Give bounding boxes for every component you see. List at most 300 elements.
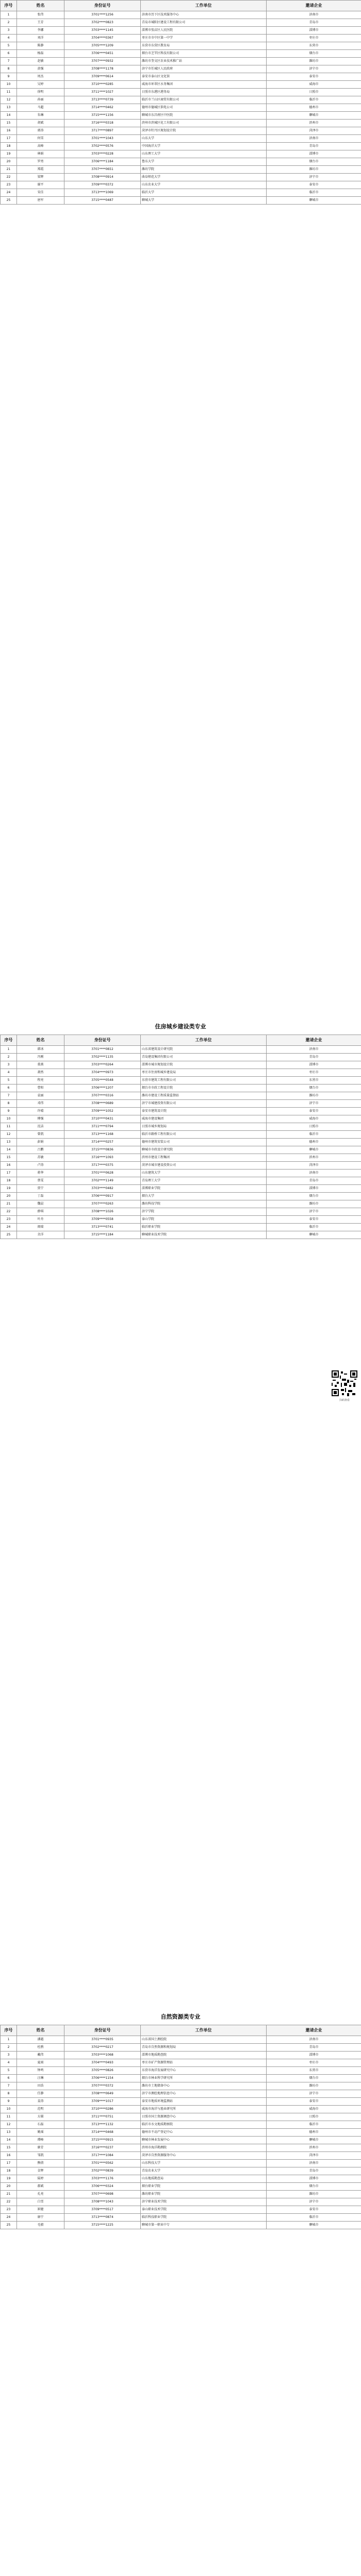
cell-name: 丁磊: [17, 1193, 64, 1200]
cell-no: 12: [1, 2121, 17, 2129]
cell-no: 6: [1, 50, 17, 58]
cell-id-no: 3715****0836: [64, 1146, 141, 1154]
cell-note: 临沂市: [267, 1224, 361, 1231]
table-row: [1, 1046, 361, 1054]
table-row: [1, 1069, 361, 1077]
cell-name: 萧然: [17, 1069, 64, 1077]
cell-note: 济宁市: [267, 1100, 361, 1108]
cell-id-no: 3703****1176: [64, 2175, 141, 2183]
table-row: [1, 1177, 361, 1185]
cell-work-unit: 威海市环翠区水务集团: [141, 81, 267, 89]
cell-no: 8: [1, 1100, 17, 1108]
cell-work-unit: 东营市海洋发展研究中心: [141, 2067, 267, 2075]
table-row: [1, 2075, 361, 2082]
cell-note: 泰安市: [267, 181, 361, 189]
cell-id-no: 3702****0823: [64, 19, 141, 27]
cell-note: 威海市: [267, 1115, 361, 1123]
cell-work-unit: 鲁东大学: [141, 158, 267, 166]
cell-note: 济宁市: [267, 174, 361, 181]
cell-id-no: 3701****1043: [64, 135, 141, 143]
cell-note: 济南市: [267, 1170, 361, 1177]
cell-name: 田浩: [17, 2082, 64, 2090]
cell-name: 叶舟: [17, 1216, 64, 1224]
cell-id-no: 3717****0375: [64, 1162, 141, 1170]
table-row: [1, 2129, 361, 2137]
cell-name: 罗勇: [17, 158, 64, 166]
cell-work-unit: 曲阜师范大学: [141, 174, 267, 181]
cell-note: 淄博市: [267, 27, 361, 35]
section-2: [0, 1019, 361, 1239]
cell-name: 李娜: [17, 27, 64, 35]
table-row: [1, 1115, 361, 1123]
table-row: [1, 2113, 361, 2121]
cell-no: 14: [1, 1146, 17, 1154]
cell-note: 潍坊市: [267, 1200, 361, 1208]
cell-name: 潘越: [17, 2036, 64, 2044]
cell-work-unit: 聊城大学: [141, 197, 267, 205]
cell-note: 枣庄市: [267, 1069, 361, 1077]
cell-id-no: 3709****0558: [64, 1216, 141, 1224]
cell-id-no: 3707****0263: [64, 1200, 141, 1208]
cell-no: 24: [1, 1224, 17, 1231]
cell-no: 22: [1, 2198, 17, 2206]
cell-id-no: 3708****1026: [64, 1208, 141, 1216]
header-id-no: 身份证号: [64, 2025, 141, 2036]
cell-name: 谭峰: [17, 2137, 64, 2144]
cell-work-unit: 潍坊科技学院: [141, 1200, 267, 1208]
cell-id-no: 3715****0487: [64, 197, 141, 205]
table-row: [1, 2098, 361, 2106]
cell-id-no: 3701****0562: [64, 2160, 141, 2167]
cell-work-unit: 菏泽市城市建设投资公司: [141, 1162, 267, 1170]
cell-note: 济南市: [267, 11, 361, 19]
cell-id-no: 3716****0237: [64, 2144, 141, 2152]
cell-no: 11: [1, 1123, 17, 1131]
cell-name: 邹凯: [17, 2152, 64, 2160]
cell-name: 彭娟: [17, 1139, 64, 1146]
cell-work-unit: 德州市德城区供电公司: [141, 104, 267, 112]
table-row: [1, 2090, 361, 2098]
cell-note: 聊城市: [267, 2137, 361, 2144]
cell-work-unit: 山东建筑大学: [141, 1170, 267, 1177]
cell-id-no: 3715****1156: [64, 112, 141, 120]
cell-note: 淄博市: [267, 2175, 361, 2183]
cell-no: 3: [1, 1061, 17, 1069]
cell-no: 23: [1, 181, 17, 189]
cell-note: 泰安市: [267, 2098, 361, 2106]
table-row: [1, 2082, 361, 2090]
cell-name: 苏敏: [17, 1154, 64, 1162]
cell-no: 7: [1, 58, 17, 65]
cell-name: 何雪: [17, 135, 64, 143]
cell-note: 威海市: [267, 2106, 361, 2113]
cell-id-no: 3708****0649: [64, 2090, 141, 2098]
cell-id-no: 3717****0897: [64, 127, 141, 135]
cell-note: 临沂市: [267, 189, 361, 197]
cell-name: 刘洋: [17, 35, 64, 42]
cell-note: 东营市: [267, 1077, 361, 1084]
cell-note: 菏泽市: [267, 127, 361, 135]
cell-id-no: 3709****1017: [64, 2098, 141, 2106]
cell-id-no: 3713****1132: [64, 2121, 141, 2129]
cell-id-no: 3708****0914: [64, 174, 141, 181]
cell-work-unit: 滨州市滨城区化工有限公司: [141, 120, 267, 127]
cell-note: 东营市: [267, 2067, 361, 2075]
cell-no: 5: [1, 2067, 17, 2075]
cell-note: 烟台市: [267, 1084, 361, 1092]
cell-note: 潍坊市: [267, 58, 361, 65]
cell-no: 18: [1, 1177, 17, 1185]
cell-id-no: 3707****0932: [64, 58, 141, 65]
cell-name: 薛琪: [17, 1208, 64, 1216]
cell-name: 唐军: [17, 197, 64, 205]
cell-no: 14: [1, 112, 17, 120]
cell-work-unit: 烟台职业学院: [141, 2183, 267, 2191]
table-row: [1, 127, 361, 135]
cell-note: 淄博市: [267, 1185, 361, 1193]
cell-name: 曾凯: [17, 1131, 64, 1139]
table-row: [1, 2206, 361, 2214]
cell-id-no: 3702****1135: [64, 1054, 141, 1061]
cell-name: 熊倩: [17, 2160, 64, 2167]
table-header-row: [1, 1, 361, 11]
table-row: [1, 2121, 361, 2129]
cell-no: 5: [1, 1077, 17, 1084]
cell-name: 孔亮: [17, 2191, 64, 2198]
cell-id-no: 3701****0628: [64, 1170, 141, 1177]
table-row: [1, 1162, 361, 1170]
table-row: [1, 158, 361, 166]
cell-name: 徐明: [17, 89, 64, 96]
cell-work-unit: 济南市历下区技术服务中心: [141, 11, 267, 19]
qr-code: [332, 1370, 357, 1396]
cell-name: 梁辉: [17, 174, 64, 181]
cell-no: 1: [1, 2036, 17, 2044]
cell-id-no: 3701****0812: [64, 1046, 141, 1054]
cell-no: 20: [1, 2183, 17, 2191]
cell-note: 日照市: [267, 2113, 361, 2121]
cell-work-unit: 青岛建设集团有限公司: [141, 1054, 267, 1061]
cell-id-no: 3707****0372: [64, 2082, 141, 2090]
cell-note: 枣庄市: [267, 35, 361, 42]
cell-name: 董燕: [17, 1061, 64, 1069]
cell-id-no: 3710****0431: [64, 1115, 141, 1123]
cell-note: 菏泽市: [267, 1162, 361, 1170]
cell-no: 1: [1, 11, 17, 19]
cell-no: 15: [1, 2144, 17, 2152]
cell-work-unit: 山东大学: [141, 135, 267, 143]
cell-work-unit: 山东地质勘查局: [141, 2175, 267, 2183]
cell-id-no: 3711****0751: [64, 2113, 141, 2121]
cell-work-unit: 临沂大学: [141, 189, 267, 197]
cell-id-no: 3708****1043: [64, 2198, 141, 2206]
cell-id-no: 3706****0324: [64, 2183, 141, 2191]
cell-id-no: 3713****0874: [64, 2214, 141, 2222]
cell-id-no: 3710****0286: [64, 2106, 141, 2113]
cell-note: 聊城市: [267, 1146, 361, 1154]
cell-note: 潍坊市: [267, 166, 361, 174]
header-note: 邀请企业: [267, 1035, 361, 1046]
cell-note: 威海市: [267, 81, 361, 89]
cell-no: 21: [1, 166, 17, 174]
cell-work-unit: 烟台市芝罘区科技有限公司: [141, 50, 267, 58]
cell-id-no: 3713****1069: [64, 189, 141, 197]
header-work-unit: 工作单位: [141, 1035, 267, 1046]
cell-no: 16: [1, 127, 17, 135]
table-row: [1, 1170, 361, 1177]
cell-note: 济南市: [267, 2160, 361, 2167]
cell-name: 朱琳: [17, 112, 64, 120]
table-row: [1, 1139, 361, 1146]
table-row: [1, 1216, 361, 1224]
table-row: [1, 174, 361, 181]
cell-work-unit: 济宁学院: [141, 1208, 267, 1216]
cell-note: 烟台市: [267, 50, 361, 58]
cell-no: 17: [1, 1170, 17, 1177]
cell-no: 2: [1, 1054, 17, 1061]
cell-id-no: 3705****0548: [64, 1077, 141, 1084]
table-header-row: [1, 1035, 361, 1046]
cell-name: 金辉: [17, 2167, 64, 2175]
cell-id-no: 3702****0217: [64, 2044, 141, 2052]
cell-no: 4: [1, 1069, 17, 1077]
cell-name: 傅强: [17, 1115, 64, 1123]
table-row: [1, 11, 361, 19]
cell-note: 聊城市: [267, 112, 361, 120]
cell-no: 10: [1, 81, 17, 89]
roster-table: [0, 0, 361, 205]
cell-id-no: 3705****0826: [64, 2067, 141, 2075]
cell-no: 23: [1, 1216, 17, 1224]
cell-no: 7: [1, 1092, 17, 1100]
cell-work-unit: 日照市城乡规划局: [141, 1123, 267, 1131]
cell-work-unit: 聊城市林业发展中心: [141, 2137, 267, 2144]
cell-note: 济南市: [267, 2036, 361, 2044]
cell-no: 13: [1, 1139, 17, 1146]
table-row: [1, 58, 361, 65]
cell-name: 阎瑞: [17, 1224, 64, 1231]
cell-work-unit: 枣庄市矿产资源管理站: [141, 2059, 267, 2067]
cell-no: 2: [1, 19, 17, 27]
table-row: [1, 65, 361, 73]
cell-note: 潍坊市: [267, 2082, 361, 2090]
cell-work-unit: 潍坊职业学院: [141, 2191, 267, 2198]
cell-work-unit: 潍坊学院: [141, 166, 267, 174]
cell-name: 卢涛: [17, 1162, 64, 1170]
cell-id-no: 3706****1207: [64, 1084, 141, 1092]
cell-note: 淄博市: [267, 1061, 361, 1069]
cell-note: 日照市: [267, 1123, 361, 1131]
cell-no: 19: [1, 2175, 17, 2183]
cell-work-unit: 泰山职业技术学院: [141, 2206, 267, 2214]
cell-work-unit: 聊城市东昌府区中医院: [141, 112, 267, 120]
cell-name: 姜涛: [17, 2098, 64, 2106]
cell-work-unit: 枣庄市住房和城乡建设局: [141, 1069, 267, 1077]
cell-no: 7: [1, 2082, 17, 2090]
cell-id-no: 3711****1027: [64, 89, 141, 96]
cell-work-unit: 潍坊市奎文区农业技术推广站: [141, 58, 267, 65]
cell-no: 9: [1, 1108, 17, 1115]
cell-note: 滨州市: [267, 120, 361, 127]
cell-no: 25: [1, 2222, 17, 2229]
cell-id-no: 3703****1068: [64, 2052, 141, 2059]
cell-id-no: 3706****1154: [64, 2075, 141, 2082]
table-row: [1, 2137, 361, 2144]
cell-work-unit: 威海市海洋与渔业研究所: [141, 2106, 267, 2113]
table-row: [1, 2106, 361, 2113]
cell-no: 11: [1, 2113, 17, 2121]
cell-name: 韩冰: [17, 1046, 64, 1054]
header-work-unit: 工作单位: [141, 2025, 267, 2036]
cell-name: 汪琳: [17, 2075, 64, 2082]
cell-name: 杨磊: [17, 50, 64, 58]
cell-name: 魏晨: [17, 1200, 64, 1208]
cell-name: 杜鹃: [17, 2044, 64, 2052]
cell-work-unit: 淄博市地质勘查院: [141, 2052, 267, 2059]
header-name: 姓名: [17, 2025, 64, 2036]
cell-work-unit: 烟台市林业科学研究所: [141, 2075, 267, 2082]
header-no: 序号: [1, 1035, 17, 1046]
table-row: [1, 1131, 361, 1139]
table-row: [1, 1185, 361, 1193]
cell-work-unit: 烟台大学: [141, 1193, 267, 1200]
table-row: [1, 181, 361, 189]
cell-note: 聊城市: [267, 2222, 361, 2229]
cell-id-no: 3703****0228: [64, 150, 141, 158]
cell-id-no: 3716****1093: [64, 1154, 141, 1162]
cell-work-unit: 威海市建设集团: [141, 1115, 267, 1123]
table-row: [1, 2198, 361, 2206]
cell-work-unit: 聊城职业技术学院: [141, 1231, 267, 1239]
cell-work-unit: 山东省国土测绘院: [141, 2036, 267, 2044]
cell-no: 17: [1, 135, 17, 143]
cell-no: 20: [1, 158, 17, 166]
cell-id-no: 3714****0257: [64, 1139, 141, 1146]
cell-work-unit: 济宁职业技术学院: [141, 2198, 267, 2206]
cell-no: 10: [1, 1115, 17, 1123]
cell-id-no: 3703****0482: [64, 1185, 141, 1193]
cell-note: 聊城市: [267, 197, 361, 205]
cell-name: 曹阳: [17, 1084, 64, 1092]
table-row: [1, 2044, 361, 2052]
table-row: [1, 1108, 361, 1115]
cell-work-unit: 淄博市张店区人民医院: [141, 27, 267, 35]
cell-id-no: 3705****1209: [64, 42, 141, 50]
cell-work-unit: 烟台市市政工程设计院: [141, 1084, 267, 1092]
cell-name: 许晴: [17, 1108, 64, 1115]
cell-note: 德州市: [267, 1139, 361, 1146]
cell-id-no: 3714****0462: [64, 104, 141, 112]
cell-note: 潍坊市: [267, 2191, 361, 2198]
cell-work-unit: 济宁市测绘地理信息中心: [141, 2090, 267, 2098]
cell-no: 16: [1, 2152, 17, 2160]
cell-id-no: 3709****0614: [64, 73, 141, 81]
cell-name: 夏雨: [17, 2059, 64, 2067]
cell-work-unit: 临沂市水文地质勘察院: [141, 2121, 267, 2129]
table-row: [1, 143, 361, 150]
cell-name: 石磊: [17, 2121, 64, 2129]
cell-no: 1: [1, 1046, 17, 1054]
table-row: [1, 96, 361, 104]
cell-no: 24: [1, 189, 17, 197]
header-work-unit: 工作单位: [141, 1, 267, 11]
table-row: [1, 1084, 361, 1092]
cell-note: 济南市: [267, 1046, 361, 1054]
cell-name: 白雪: [17, 2198, 64, 2206]
cell-work-unit: 中国海洋大学: [141, 143, 267, 150]
cell-note: 滨州市: [267, 1154, 361, 1162]
table-row: [1, 112, 361, 120]
header-no: 序号: [1, 1, 17, 11]
cell-note: 烟台市: [267, 158, 361, 166]
cell-no: 3: [1, 2052, 17, 2059]
table-row: [1, 2222, 361, 2229]
cell-id-no: 3703****1145: [64, 27, 141, 35]
cell-note: 枣庄市: [267, 2059, 361, 2067]
table-row: [1, 42, 361, 50]
cell-id-no: 3710****0285: [64, 81, 141, 89]
cell-note: 泰安市: [267, 1216, 361, 1224]
cell-note: 临沂市: [267, 2121, 361, 2129]
cell-id-no: 3708****1178: [64, 65, 141, 73]
cell-note: 青岛市: [267, 2044, 361, 2052]
header-no: 序号: [1, 2025, 17, 2036]
cell-note: 青岛市: [267, 2167, 361, 2175]
table-row: [1, 197, 361, 205]
cell-id-no: 3708****0689: [64, 1100, 141, 1108]
table-row: [1, 2175, 361, 2183]
cell-id-no: 3704****0367: [64, 35, 141, 42]
cell-note: 东营市: [267, 42, 361, 50]
table-row: [1, 166, 361, 174]
cell-work-unit: 山东理工大学: [141, 150, 267, 158]
cell-no: 23: [1, 2206, 17, 2214]
table-row: [1, 1054, 361, 1061]
cell-name: 孙丽: [17, 96, 64, 104]
table-row: [1, 1154, 361, 1162]
cell-no: 5: [1, 42, 17, 50]
table-row: [1, 1123, 361, 1131]
cell-work-unit: 东营市东营区教育局: [141, 42, 267, 50]
cell-no: 13: [1, 104, 17, 112]
cell-id-no: 3702****1149: [64, 1177, 141, 1185]
cell-note: 青岛市: [267, 1177, 361, 1185]
cell-work-unit: 青岛市自然资源和规划局: [141, 2044, 267, 2052]
cell-id-no: 3707****0651: [64, 166, 141, 174]
cell-no: 19: [1, 1185, 17, 1193]
cell-name: 高峰: [17, 143, 64, 150]
cell-note: 青岛市: [267, 143, 361, 150]
cell-work-unit: 临沂市路桥工程有限公司: [141, 1131, 267, 1139]
cell-no: 16: [1, 1162, 17, 1170]
cell-note: 泰安市: [267, 73, 361, 81]
table-row: [1, 2052, 361, 2059]
cell-work-unit: 泰安市地质环境监测站: [141, 2098, 267, 2106]
cell-work-unit: 滨州市建设工程集团: [141, 1154, 267, 1162]
cell-name: 张伟: [17, 11, 64, 19]
cell-work-unit: 青岛农业大学: [141, 2167, 267, 2175]
cell-work-unit: 菏泽市自然资源服务中心: [141, 2152, 267, 2160]
cell-name: 冯刚: [17, 1054, 64, 1061]
table-row: [1, 1224, 361, 1231]
cell-id-no: 3704****0493: [64, 2059, 141, 2067]
cell-note: 德州市: [267, 104, 361, 112]
cell-no: 4: [1, 2059, 17, 2067]
cell-work-unit: 聊城市第一职业中专: [141, 2222, 267, 2229]
cell-work-unit: 山东农业大学: [141, 181, 267, 189]
cell-no: 20: [1, 1193, 17, 1200]
cell-id-no: 3706****0917: [64, 1193, 141, 1200]
